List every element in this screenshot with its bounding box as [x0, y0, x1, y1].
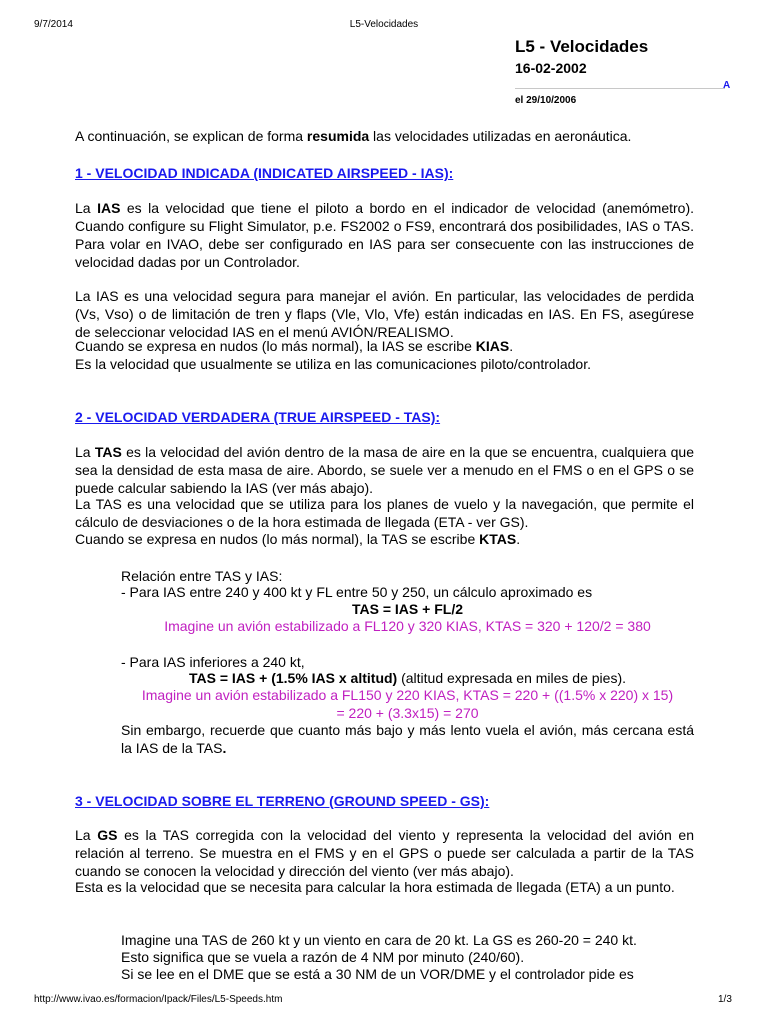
section-2-paragraph-3 [75, 530, 694, 548]
print-title: L5-Velocidades [349, 19, 419, 30]
text: . [509, 338, 514, 354]
text: . [516, 531, 521, 547]
formula-1: TAS = IAS + FL/2 [352, 601, 463, 617]
kias-bold: KIAS [475, 338, 510, 354]
title-divider [515, 88, 725, 89]
text: es la velocidad que tiene el piloto a bordo en el indicador de velocidad (anemómetro). Cuando configure su Flight Simulator, p.e. FS2002 o FS9, encontrará dos posibilidades, IAS o TAS. Para volar en IVAO, debe ser configurado en IAS para ser consecuente con las instrucciones de velocidad dadas por un Controlador. [75, 200, 694, 270]
gs-example-3: Si se lee en el DME que se está a 30 NM de un VOR/DME y el controlador pide es [121, 966, 634, 982]
section-2-heading[interactable]: 2 - VELOCIDAD VERDADERA (TRUE AIRSPEED - TAS): [75, 409, 441, 425]
closing-period: . [222, 740, 227, 756]
text: Cuando se expresa en nudos (lo más normal), la TAS se escribe [75, 531, 480, 547]
text: La [75, 200, 98, 216]
text: Cuando se expresa en nudos (lo más normal), la IAS se escribe [75, 338, 476, 354]
page-title: L5 - Velocidades [515, 37, 649, 56]
example-2-line-1: Imagine un avión estabilizado a FL150 y 220 KIAS, KTAS = 220 + ((1.5% x 220) x 15) [141, 687, 674, 703]
print-date: 9/7/2014 [34, 19, 73, 30]
ktas-bold: KTAS [479, 531, 517, 547]
section-2-paragraph-1 [75, 443, 694, 497]
text: Sin embargo, recuerde que cuanto más bajo y más lento vuela el avión, más cercana está la IAS de la TAS [121, 722, 694, 756]
text: es la velocidad del avión dentro de la masa de aire en la que se encuentra, cualquiera que sea la densidad de esta masa de aire. Abordo, se suele ver a menudo en el FMS o en el GPS o se puede calcular sabiendo la IAS (ver más abajo). [75, 444, 694, 496]
section-1-paragraph-3 [75, 337, 694, 355]
doc-date: 16-02-2002 [515, 60, 587, 76]
print-url: http://www.ivao.es/formacion/Ipack/Files/L5-Speeds.htm [34, 994, 283, 1005]
section-3-paragraph-1 [75, 826, 694, 880]
section-3-paragraph-2: Esta es la velocidad que se necesita para calcular la hora estimada de llegada (ETA) a un punto. [75, 879, 675, 895]
formula-2-note: (altitud expresada en miles de pies). [397, 670, 627, 686]
formula-2: TAS = IAS + (1.5% IAS x altitud) [188, 670, 398, 686]
ias-bold: IAS [97, 200, 121, 216]
closing-paragraph [121, 721, 694, 757]
relation-heading: Relación entre TAS y IAS: [121, 568, 283, 584]
section-1-paragraph-4: Es la velocidad que usualmente se utiliza en las comunicaciones piloto/controlador. [75, 356, 591, 372]
example-1: Imagine un avión estabilizado a FL120 y 320 KIAS, KTAS = 320 + 120/2 = 380 [164, 618, 651, 634]
section-3-heading[interactable]: 3 - VELOCIDAD SOBRE EL TERRENO (GROUND SPEED - GS): [75, 793, 490, 809]
section-2-paragraph-2: La TAS es una velocidad que se utiliza para los planes de vuelo y la navegación, que permite el cálculo de desviaciones o de la hora estimada de llegada (ETA - ver GS). [75, 496, 694, 530]
text: La [75, 444, 95, 460]
section-1-paragraph-1 [75, 199, 694, 271]
text: La [75, 827, 98, 843]
intro-text-end: las velocidades utilizadas en aeronáutica. [369, 128, 632, 144]
print-page-number: 1/3 [718, 994, 732, 1005]
case-2: - Para IAS inferiores a 240 kt, [121, 654, 305, 670]
example-2-line-2: = 220 + (3.3x15) = 270 [336, 705, 479, 721]
updated-date: el 29/10/2006 [515, 95, 577, 106]
gs-example-1: Imagine una TAS de 260 kt y un viento en cara de 20 kt. La GS es 260-20 = 240 kt. [121, 932, 637, 948]
intro-bold: resumida [306, 128, 370, 144]
top-link[interactable]: A [723, 80, 731, 91]
text: es la TAS corregida con la velocidad del viento y representa la velocidad del avión en relación al terreno. Se muestra en el FMS y en el GPS o puede ser calculada a partir de la TAS cuando se conocen la velocidad y dirección del viento (ver más abajo). [75, 827, 694, 879]
section-1-paragraph-2: La IAS es una velocidad segura para manejar el avión. En particular, las velocidades de perdida (Vs, Vso) o de limitación de tren y flaps (Vle, Vlo, Vfe) están indicadas en IAS. En FS, asegúrese de seleccionar velocidad IAS en el menú AVIÓN/REALISMO. [75, 288, 694, 340]
gs-example-2: Esto significa que se vuela a razón de 4 NM por minuto (240/60). [121, 949, 525, 965]
intro-text: A continuación, se explican de forma [75, 128, 307, 144]
formula-2-line [121, 669, 694, 687]
intro-paragraph [75, 127, 694, 145]
section-1-heading[interactable]: 1 - VELOCIDAD INDICADA (INDICATED AIRSPEED - IAS): [75, 165, 454, 181]
tas-bold: TAS [94, 444, 122, 460]
case-1: - Para IAS entre 240 y 400 kt y FL entre 50 y 250, un cálculo aproximado es [121, 584, 593, 600]
gs-bold: GS [97, 827, 118, 843]
